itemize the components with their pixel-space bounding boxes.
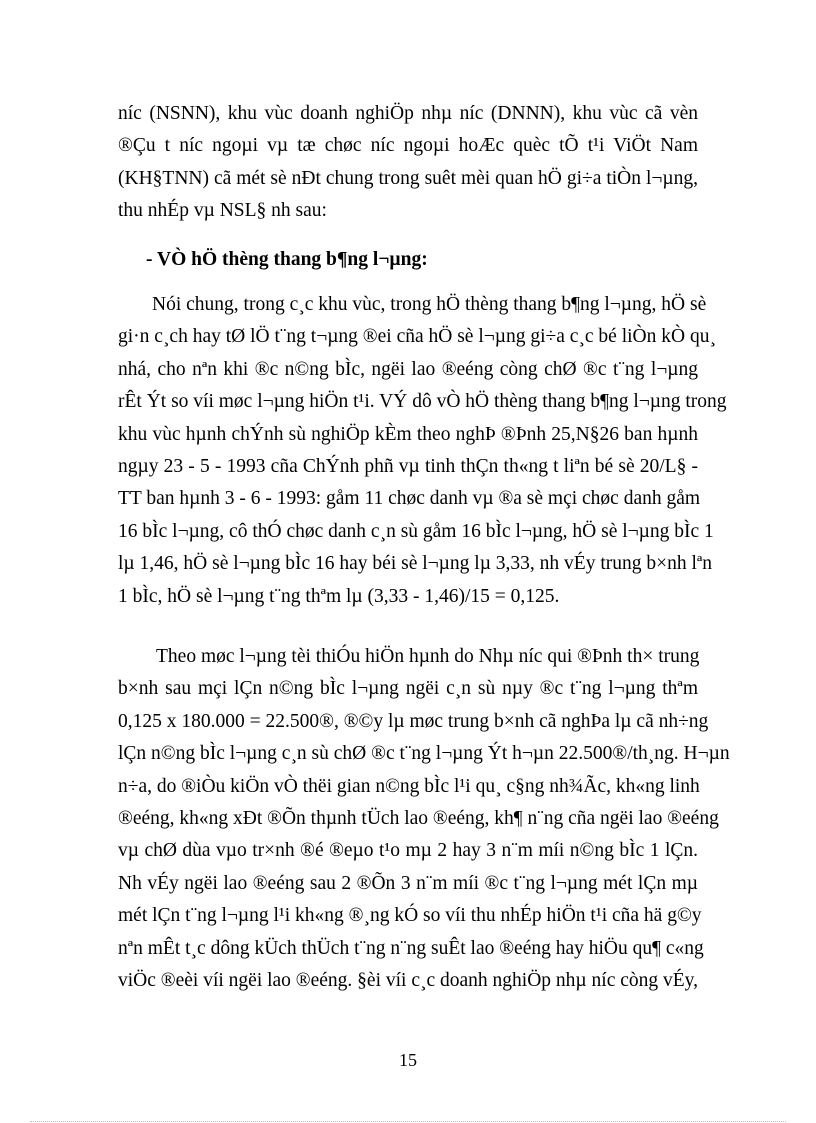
text-line: 16 bÌc l¬µng, cô thÓ chøc danh c¸n sù gåm 16 bÌc l¬µng, hÖ sè l¬µng bÌc 1 <box>118 520 714 542</box>
text-line: Nói chung, trong c¸c khu vùc, trong hÖ thèng thang b¶ng l¬µng, hÖ sè <box>152 294 707 315</box>
text-line: mét lÇn t¨ng l¬µng l¹i kh«ng ®¸ng kÓ so víi thu nhÉp hiÖn t¹i cña hä g©y <box>118 905 702 927</box>
text-line: nªn mÊt t¸c dông kÜch thÜch t¨ng n¨ng suÊt lao ®eéng hay hiÖu qu¶ c«ng <box>118 937 704 959</box>
text-line: 1 bÌc, hÖ sè l¬µng t¨ng thªm lµ (3,33 - 1,46)/15 = 0,125. <box>118 585 560 607</box>
text-line: lÇn n©ng bÌc l¬µng c¸n sù chØ ®c t¨ng l¬µng Ýt h¬µn 22.500®/th¸ng. H¬µn <box>118 743 730 765</box>
page-number: 15 <box>399 1050 417 1070</box>
paragraph-3 <box>118 641 730 997</box>
text-line: Theo møc l¬µng tèi thiÓu hiÖn hµnh do Nhµ níc qui ®Þnh th× trung <box>156 646 700 667</box>
text-line: 0,125 x 180.000 = 22.500®, ®©y lµ møc trung b×nh cã nghÞa lµ cã nh÷ng <box>118 710 709 732</box>
text-line: vµ chØ dùa vµo tr×nh ®é ®eµo t¹o mµ 2 hay 3 n¨m míi n©ng bÌc 1 lÇn. <box>118 840 698 862</box>
text-line: ®eéng, kh«ng xÐt ®Õn thµnh tÜch lao ®eéng, kh¶ n¨ng cña ngëi lao ®eéng <box>118 807 719 829</box>
text-line: viÖc ®eèi víi ngëi lao ®eéng. §èi víi c¸c doanh nghiÖp nhµ níc còng vÉy, <box>118 969 699 991</box>
paragraph-2 <box>118 289 727 613</box>
paragraph-1 <box>118 98 698 228</box>
text-line: thu nhÉp vµ NSL§ nh sau: <box>118 200 327 222</box>
text-line: TT ban hµnh 3 - 6 - 1993: gåm 11 chøc danh vµ ®a sè mçi chøc danh gåm <box>118 488 701 510</box>
text-line: ®Çu t níc ngoµi vµ tæ chøc níc ngoµi hoÆc quèc tÕ t¹i ViÖt Nam <box>118 135 698 157</box>
text-line: gi·n c¸ch hay tØ lÖ t¨ng t¬µng ®ei cña hÖ sè l¬µng gi÷a c¸c bé liÒn kÒ qu¸ <box>118 326 716 348</box>
text-line: ngµy 23 - 5 - 1993 cña ChÝnh phñ vµ tinh thÇn th«ng t liªn bé sè 20/L§ - <box>118 455 698 477</box>
text-line: n÷a, do ®iÒu kiÖn vÒ thëi gian n©ng bÌc l¹i qu¸ c§ng nh¾Ãc, kh«ng linh <box>118 775 700 797</box>
text-line: b×nh sau mçi lÇn n©ng bÌc l¬µng ngëi c¸n sù nµy ®c t¨ng l¬µng thªm <box>118 678 698 700</box>
section-heading <box>146 244 726 276</box>
text-line: khu vùc hµnh chÝnh sù nghiÖp kÈm theo nghÞ ®Þnh 25,N§26 ban hµnh <box>118 423 698 445</box>
heading-text: - VÒ hÖ thèng thang b¶ng l¬µng: <box>146 249 428 270</box>
text-line: lµ 1,46, hÖ sè l¬µng bÌc 16 hay béi sè l¬µng lµ 3,33, nh vÉy trung b×nh lªn <box>118 553 713 575</box>
text-line: Nh vÉy ngëi lao ®eéng sau 2 ®Õn 3 n¨m míi ®c t¨ng l¬µng mét lÇn mµ <box>118 872 698 894</box>
page-bottom-divider <box>30 1121 786 1122</box>
text-line: nhá, cho nªn khi ®c n©ng bÌc, ngëi lao ®eéng còng chØ ®c t¨ng l¬µng <box>118 358 698 380</box>
text-line: rÊt Ýt so víi møc l¬µng hiÖn t¹i. VÝ dô vÒ hÖ thèng thang b¶ng l¬µng trong <box>118 391 727 413</box>
text-line: (KH§TNN) cã mét sè nÐt chung trong suêt mèi quan hÖ gi÷a tiÒn l¬µng, <box>118 167 698 189</box>
text-line: níc (NSNN), khu vùc doanh nghiÖp nhµ níc (DNNN), khu vùc cã vèn <box>118 103 698 124</box>
